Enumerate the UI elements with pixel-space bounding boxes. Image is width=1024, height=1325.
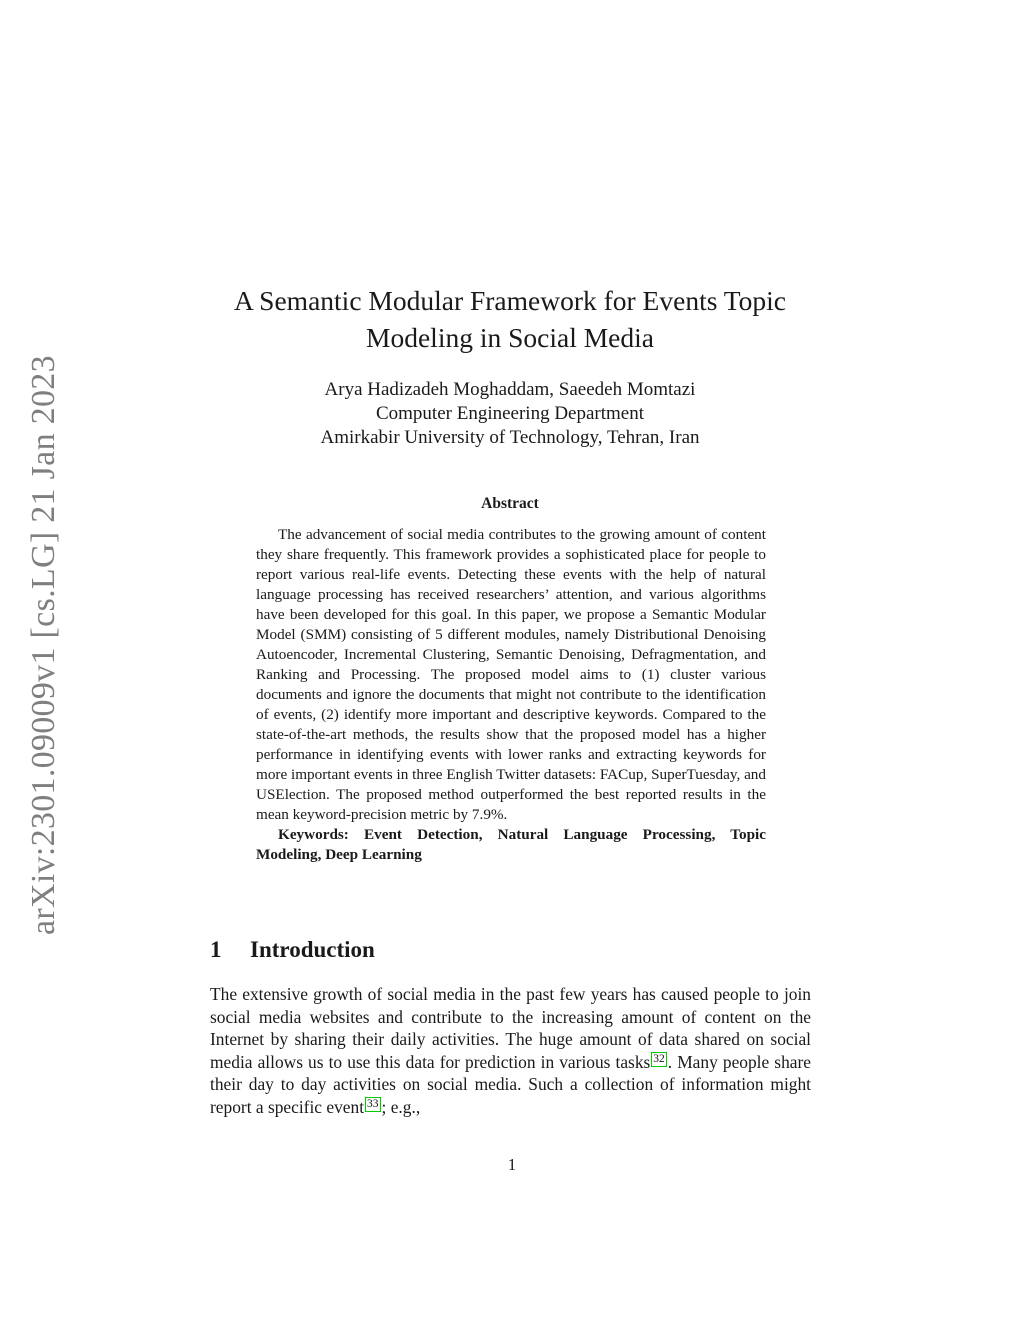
section-number: 1 xyxy=(210,937,222,962)
abstract-section xyxy=(256,525,766,865)
intro-text-part-1: The extensive growth of social media in the past few years has caused people to join social media websites and contribute to the increasing amount of content on the Internet by sharing their daily activities. The huge amount of data shared on social media allows us to use this data for prediction in various tasks xyxy=(210,984,811,1072)
author-department: Computer Engineering Department xyxy=(375,403,645,424)
page-number: 1 xyxy=(507,1155,517,1174)
intro-text-part-3: ; e.g., xyxy=(381,1096,421,1117)
arxiv-identifier-stamp: arXiv:2301.09009v1 [cs.LG] 21 Jan 2023 xyxy=(25,355,62,935)
section-title: Introduction xyxy=(250,937,375,962)
paper-title xyxy=(160,282,860,356)
section-heading-introduction xyxy=(210,935,375,965)
author-names: Arya Hadizadeh Moghaddam, Saeedeh Momtazi xyxy=(324,379,696,400)
author-affiliation: Amirkabir University of Technology, Tehran, Iran xyxy=(320,427,700,448)
citation-link-33[interactable]: 33 xyxy=(367,1097,379,1110)
abstract-text: The advancement of social media contributes to the growing amount of content they share frequently. This framework provides a sophisticated place for people to report various real-life events. Detecting these events with the help of natural language processing has received researchers’ attention, and various algorithms have been developed for this goal. In this paper, we propose a Semantic Modular Model (SMM) consisting of 5 different modules, namely Distributional Denoising Autoencoder, Incremental Clustering, Semantic Denoising, Defragmentation, and Ranking and Processing. The proposed model aims to (1) cluster various documents and ignore the documents that might not contribute to the identification of events, (2) identify more important and descriptive keywords. Compared to the state-of-the-art methods, the results show that the proposed model has a higher performance in identifying events with lower ranks and extracting keywords for more important events in three English Twitter datasets: FACup, SuperTuesday, and USElection. The proposed method outperformed the best reported results in the mean keyword-precision metric by 7.9%. xyxy=(256,526,766,823)
introduction-paragraph xyxy=(210,983,811,1118)
paper-title-line-1: A Semantic Modular Framework for Events Topic xyxy=(233,285,787,316)
keywords-line: Keywords: Event Detection, Natural Language Processing, Topic Modeling, Deep Learning xyxy=(256,826,766,863)
abstract-heading: Abstract xyxy=(481,495,539,512)
author-block xyxy=(210,378,810,450)
paper-title-line-2: Modeling in Social Media xyxy=(366,322,654,353)
citation-link-32[interactable]: 32 xyxy=(653,1052,665,1065)
intro-text-part-2: . Many people share their day to day activities on social media. Such a collection of information might report a specific event xyxy=(210,1051,811,1117)
